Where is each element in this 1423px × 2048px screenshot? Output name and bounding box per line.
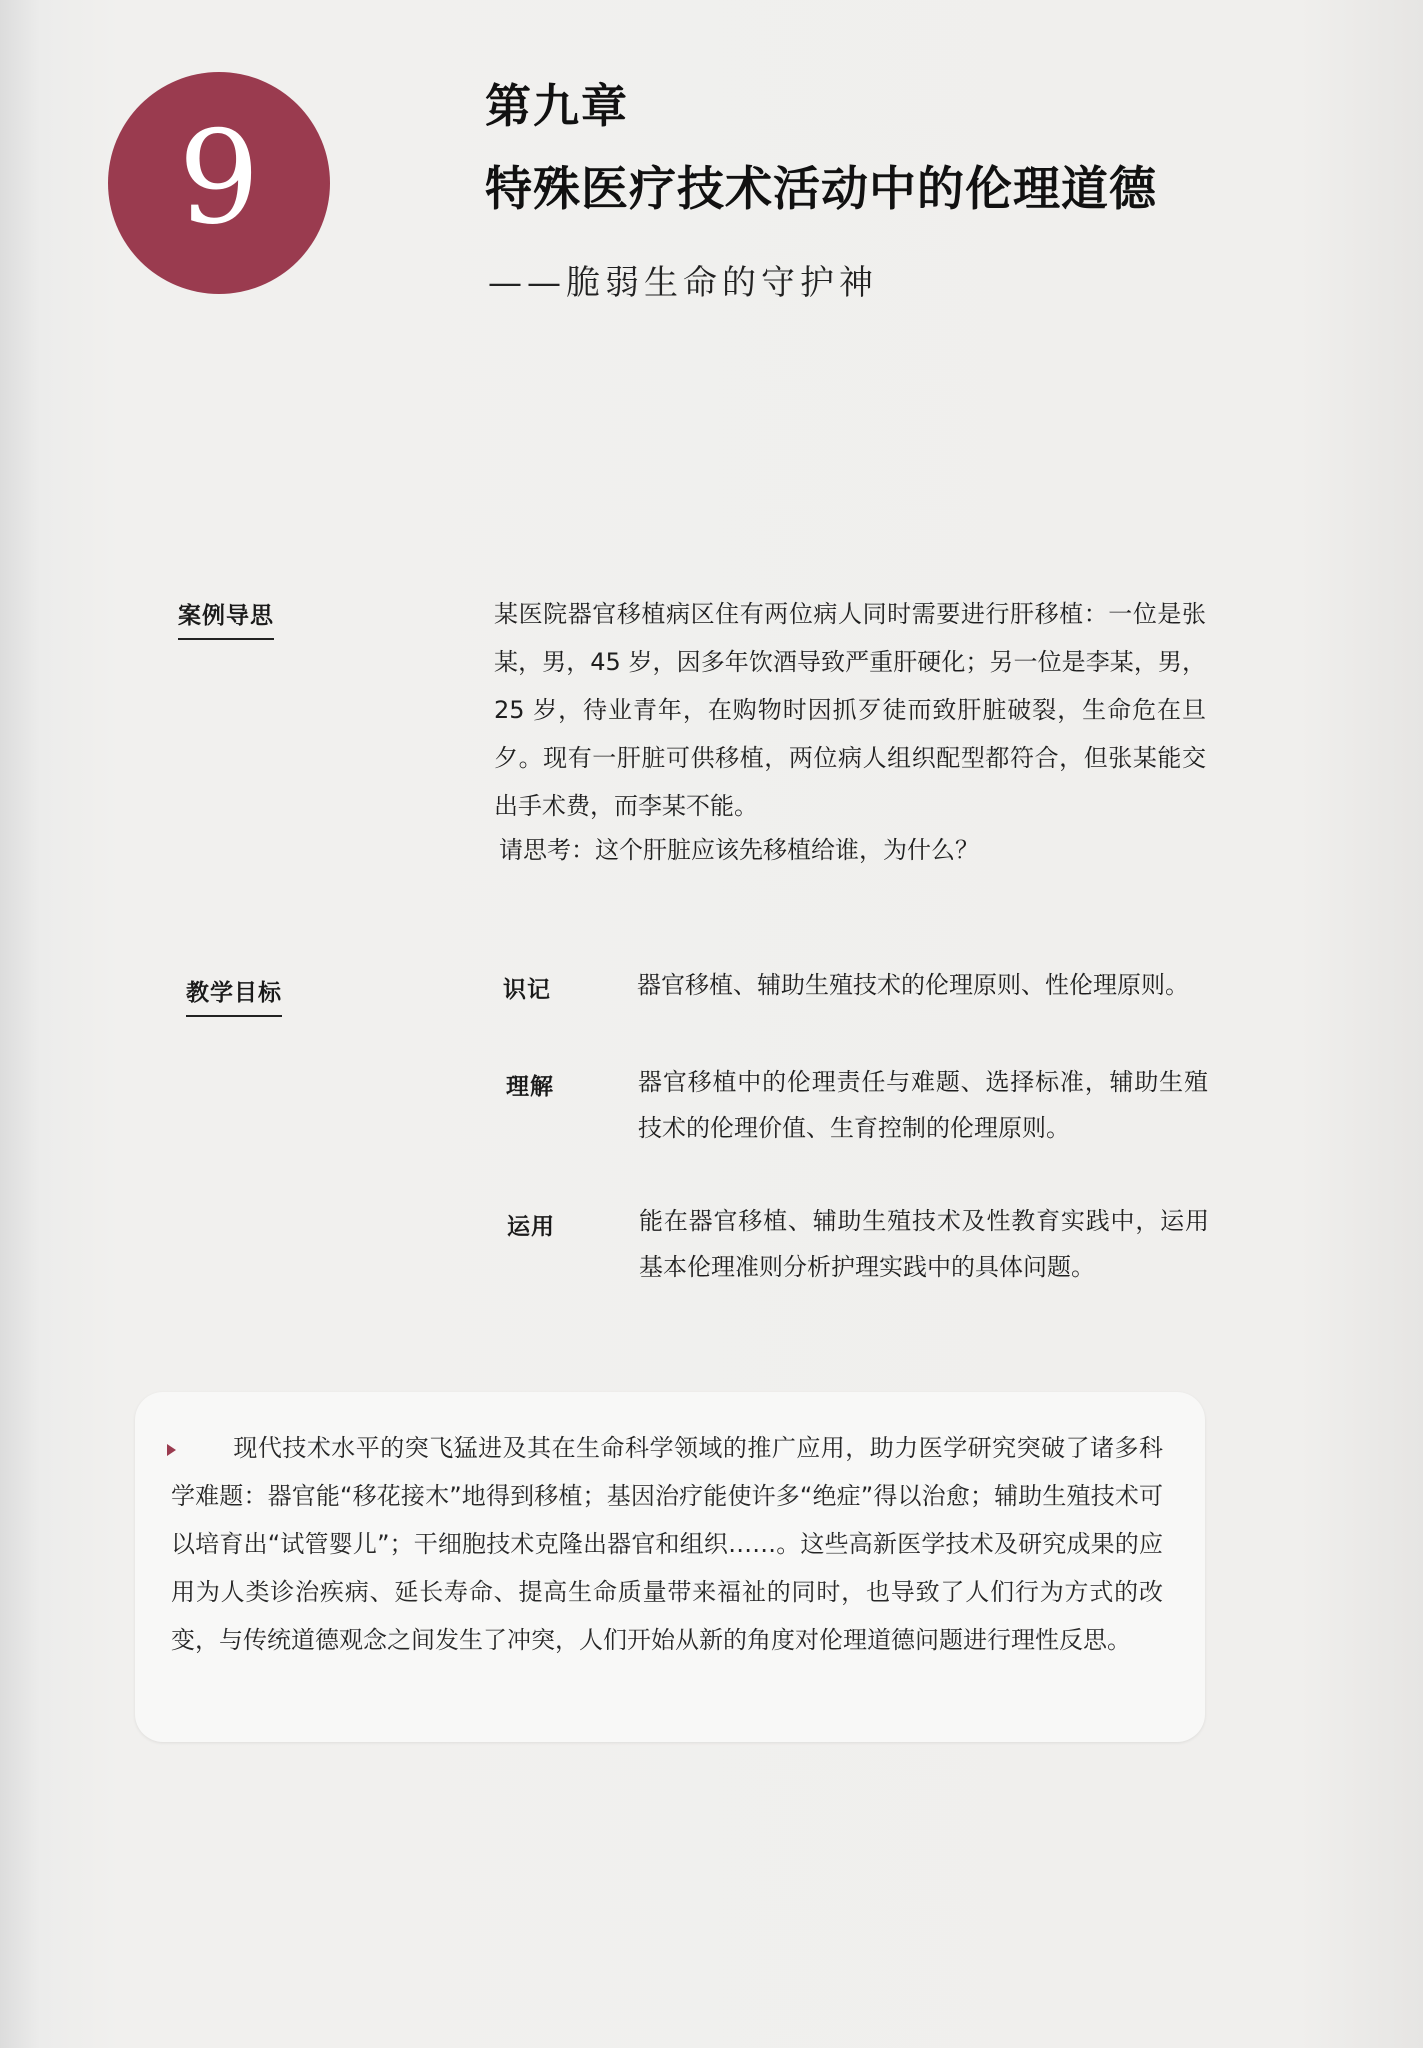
- goal-text-memorize: 器官移植、辅助生殖技术的伦理原则、性伦理原则。: [637, 971, 1189, 999]
- goal-label-memorize: 识记: [503, 977, 551, 1003]
- chapter-intro-text: 现代技术水平的突飞猛进及其在生命科学领域的推广应用，助力医学研究突破了诸多科学难题：器官能“移花接木”地得到移植；基因治疗能使许多“绝症”得以治愈；辅助生殖技术可以培育出“试管婴儿”；干细胞技术克隆出器官和组织……。这些高新医学技术及研究成果的应用为人类诊治疾病、延长寿命、提高生命质量带来福祉的同时，也导致了人们行为方式的改变，与传统道德观念之间发生了冲突，人们开始从新的角度对伦理道德问题进行理性反思。: [171, 1434, 1163, 1654]
- case-study-heading: 案例导思: [178, 597, 274, 640]
- case-study-text: 某医院器官移植病区住有两位病人同时需要进行肝移植：一位是张某，男，45 岁，因多年饮酒导致严重肝硬化；另一位是李某，男，25 岁，待业青年，在购物时因抓歹徒而致肝脏破裂，生命危在旦夕。现有一肝脏可供移植，两位病人组织配型都符合，但张某能交出手术费，而李某不能。: [494, 600, 1206, 820]
- chapter-intro-box: [135, 1392, 1205, 1742]
- goal-label-understand: 理解: [506, 1074, 554, 1100]
- chapter-subtitle: ——脆弱生命的守护神: [488, 263, 878, 303]
- chapter-number: 9: [178, 104, 260, 253]
- chapter-label: 第九章: [485, 79, 629, 133]
- case-study-question: 请思考：这个肝脏应该先移植给谁，为什么？: [499, 836, 979, 864]
- goal-text-apply: 能在器官移植、辅助生殖技术及性教育实践中，运用基本伦理准则分析护理实践中的具体问题。: [639, 1207, 1209, 1281]
- goal-text-understand: 器官移植中的伦理责任与难题、选择标准，辅助生殖技术的伦理价值、生育控制的伦理原则。: [638, 1068, 1208, 1142]
- learning-goals-heading: 教学目标: [186, 974, 282, 1017]
- chapter-title: 特殊医疗技术活动中的伦理道德: [485, 162, 1157, 217]
- chapter-number-badge: [108, 72, 330, 294]
- goal-label-apply: 运用: [507, 1214, 555, 1240]
